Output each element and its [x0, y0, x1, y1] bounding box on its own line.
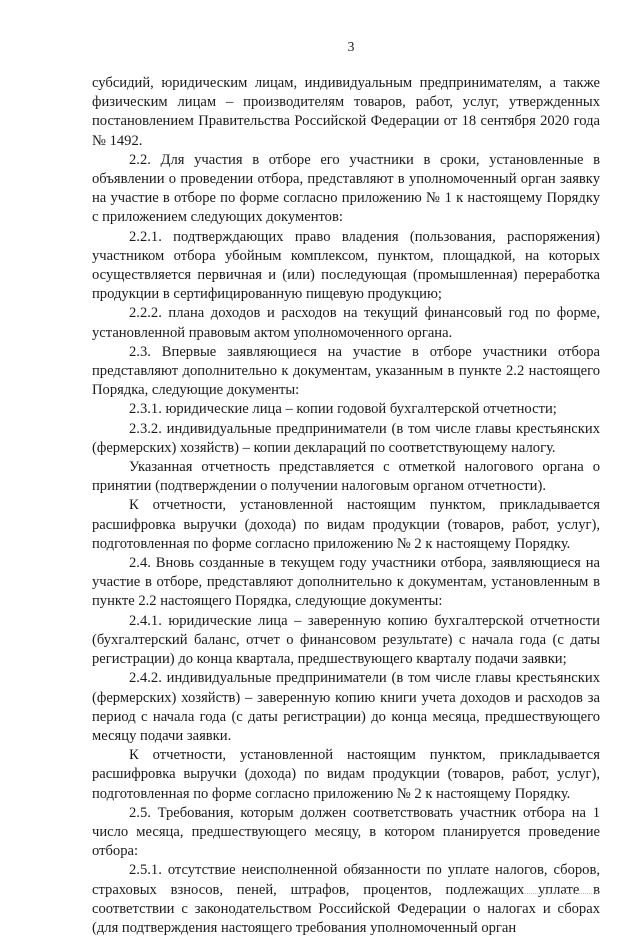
paragraph: 2.2. Для участия в отборе его участники в сроки, установленные в объявлении о проведении отбора, представляют в уполномоченный орган заявку на участие в отборе по форме согласно приложению № 1 к настоящему Порядку с приложением следующих документов: — [92, 151, 600, 226]
paragraph: К отчетности, установленной настоящим пунктом, прикладывается расшифровка выручки (дохода) по видам продукции (товаров, работ, услуг), подготовленная по форме согласно приложению № 2 к настоящему Порядку. — [92, 747, 600, 802]
paragraph: 2.3.2. индивидуальные предприниматели (в том числе главы крестьянских (фермерских) хозяйств) – копии деклараций по соответствующему налогу. — [92, 420, 600, 456]
paragraph: К отчетности, установленной настоящим пунктом, прикладывается расшифровка выручки (дохода) по видам продукции (товаров, работ, услуг), подготовленная по форме согласно приложению № 2 к настоящему Порядку. — [92, 497, 600, 552]
paragraph: 2.4.1. юридические лица – заверенную копию бухгалтерской отчетности (бухгалтерский баланс, отчет о финансовом результате) с начала года (с даты регистрации) до конца квартала, предшествующего кварталу подачи заявки; — [92, 612, 600, 668]
paragraph: 2.5. Требования, которым должен соответствовать участник отбора на 1 число месяца, предшествующего месяцу, в котором планируется проведение отбора: — [92, 804, 600, 860]
paragraph: 2.4.2. индивидуальные предприниматели (в том числе главы крестьянских (фермерских) хозяйств) – заверенную копию книги учета доходов и расходов за период с начала года (с даты регистрации) до конца месяца, предшествующего месяцу подачи заявки. — [92, 670, 600, 744]
paragraph: 2.2.1. подтверждающих право владения (пользования, распоряжения) участником отбора убойным комплексом, пунктом, площадкой, на которых осуществляется первичная и (или) последующая (промышленная) переработка продукции в сертифицированную пищевую продукцию; — [92, 228, 600, 303]
paragraph: 2.3.1. юридические лица – копии годовой бухгалтерской отчетности; — [129, 401, 557, 418]
paragraph: 2.5.1. отсутствие неисполненной обязанности по уплате налогов, сборов, страховых взносов, пеней, штрафов, процентов, подлежащих уплате в соответствии с законодательством Российской Федерации о налогах и сборах (для подтверждения настоящего требования уполномоченный орган — [92, 862, 600, 936]
paragraph: 2.4. Вновь созданные в текущем году участники отбора, заявляющиеся на участие в отборе, представляют дополнительно к документам, установленным в пункте 2.2 настоящего Порядка, следующие документы: — [92, 555, 600, 610]
page-number: 3 — [347, 40, 355, 55]
paragraph: субсидий, юридическим лицам, индивидуальным предпринимателям, а также физическим лицам – производителям товаров, работ, услуг, утвержденных постановлением Правительства Российской Федерации от 18 сентября 2020 года № 1492. — [92, 75, 600, 149]
scan-artifact-line — [478, 893, 598, 896]
document-body — [92, 74, 600, 938]
paragraph: 2.2.2. плана доходов и расходов на текущий финансовый год по форме, установленной правовым актом уполномоченного органа. — [92, 305, 600, 341]
paragraph: Указанная отчетность представляется с отметкой налогового органа о принятии (подтверждении о получении налоговым органом отчетности). — [92, 459, 600, 495]
paragraph: 2.3. Впервые заявляющиеся на участие в отборе участники отбора представляют дополнительно к документам, указанным в пункте 2.2 настоящего Порядка, следующие документы: — [92, 343, 600, 399]
